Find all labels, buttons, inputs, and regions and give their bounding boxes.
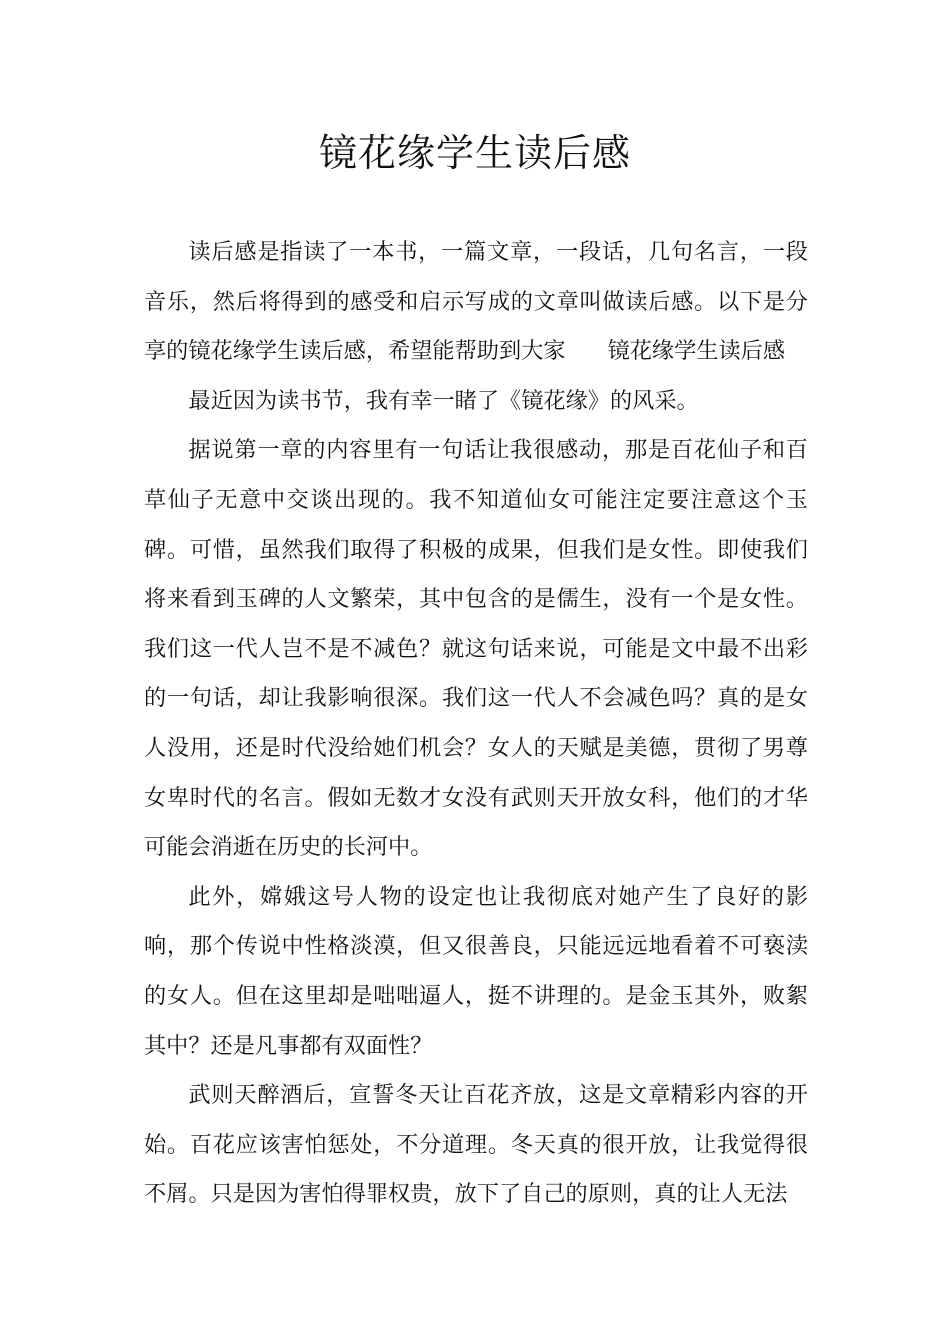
paragraph: 最近因为读书节，我有幸一睹了《镜花缘》的风采。 xyxy=(188,387,699,414)
paragraph: 据说第一章的内容里有一句话让我很感动，那是百花仙子和百草仙子无意中交谈出现的。我不知道仙女可能注定要注意这个玉碑。可惜，虽然我们取得了积极的成果，但我们是女性。即使我们将来看到玉碑的人文繁荣，其中包含的是儒生，没有一个是女性。我们这一代人岂不是不减色？就这句话来说，可能是文中最不出彩的一句话，却让我影响很深。我们这一代人不会减色吗？真的是女人没用，还是时代没给她们机会？女人的天赋是美德，贯彻了男尊女卑时代的名言。假如无数才女没有武则天开放女科，他们的才华可能会消逝在历史的长河中。 xyxy=(144,437,808,861)
paragraph-intro-trailing: 镜花缘学生读后感 xyxy=(607,338,786,365)
document-body xyxy=(144,228,808,1220)
paragraph-intro xyxy=(144,228,808,377)
paragraph: 武则天醉酒后，宣誓冬天让百花齐放，这是文章精彩内容的开始。百花应该害怕惩处，不分道理。冬天真的很开放，让我觉得很不屑。只是因为害怕得罪权贵，放下了自己的原则，真的让人无法 xyxy=(144,1082,808,1208)
document-title: 镜花缘学生读后感 xyxy=(318,131,631,175)
paragraph-intro-text: 读后感是指读了一本书，一篇文章，一段话，几句名言，一段音乐，然后将得到的感受和启示写成的文章叫做读后感。以下是分享的镜花缘学生读后感，希望能帮助到大家 xyxy=(144,239,808,365)
paragraph: 此外，嫦娥这号人物的设定也让我彻底对她产生了良好的影响，那个传说中性格淡漠，但又很善良，只能远远地看着不可亵渎的女人。但在这里却是咄咄逼人，挺不讲理的。是金玉其外，败絮其中？还是凡事都有双面性？ xyxy=(144,883,808,1059)
